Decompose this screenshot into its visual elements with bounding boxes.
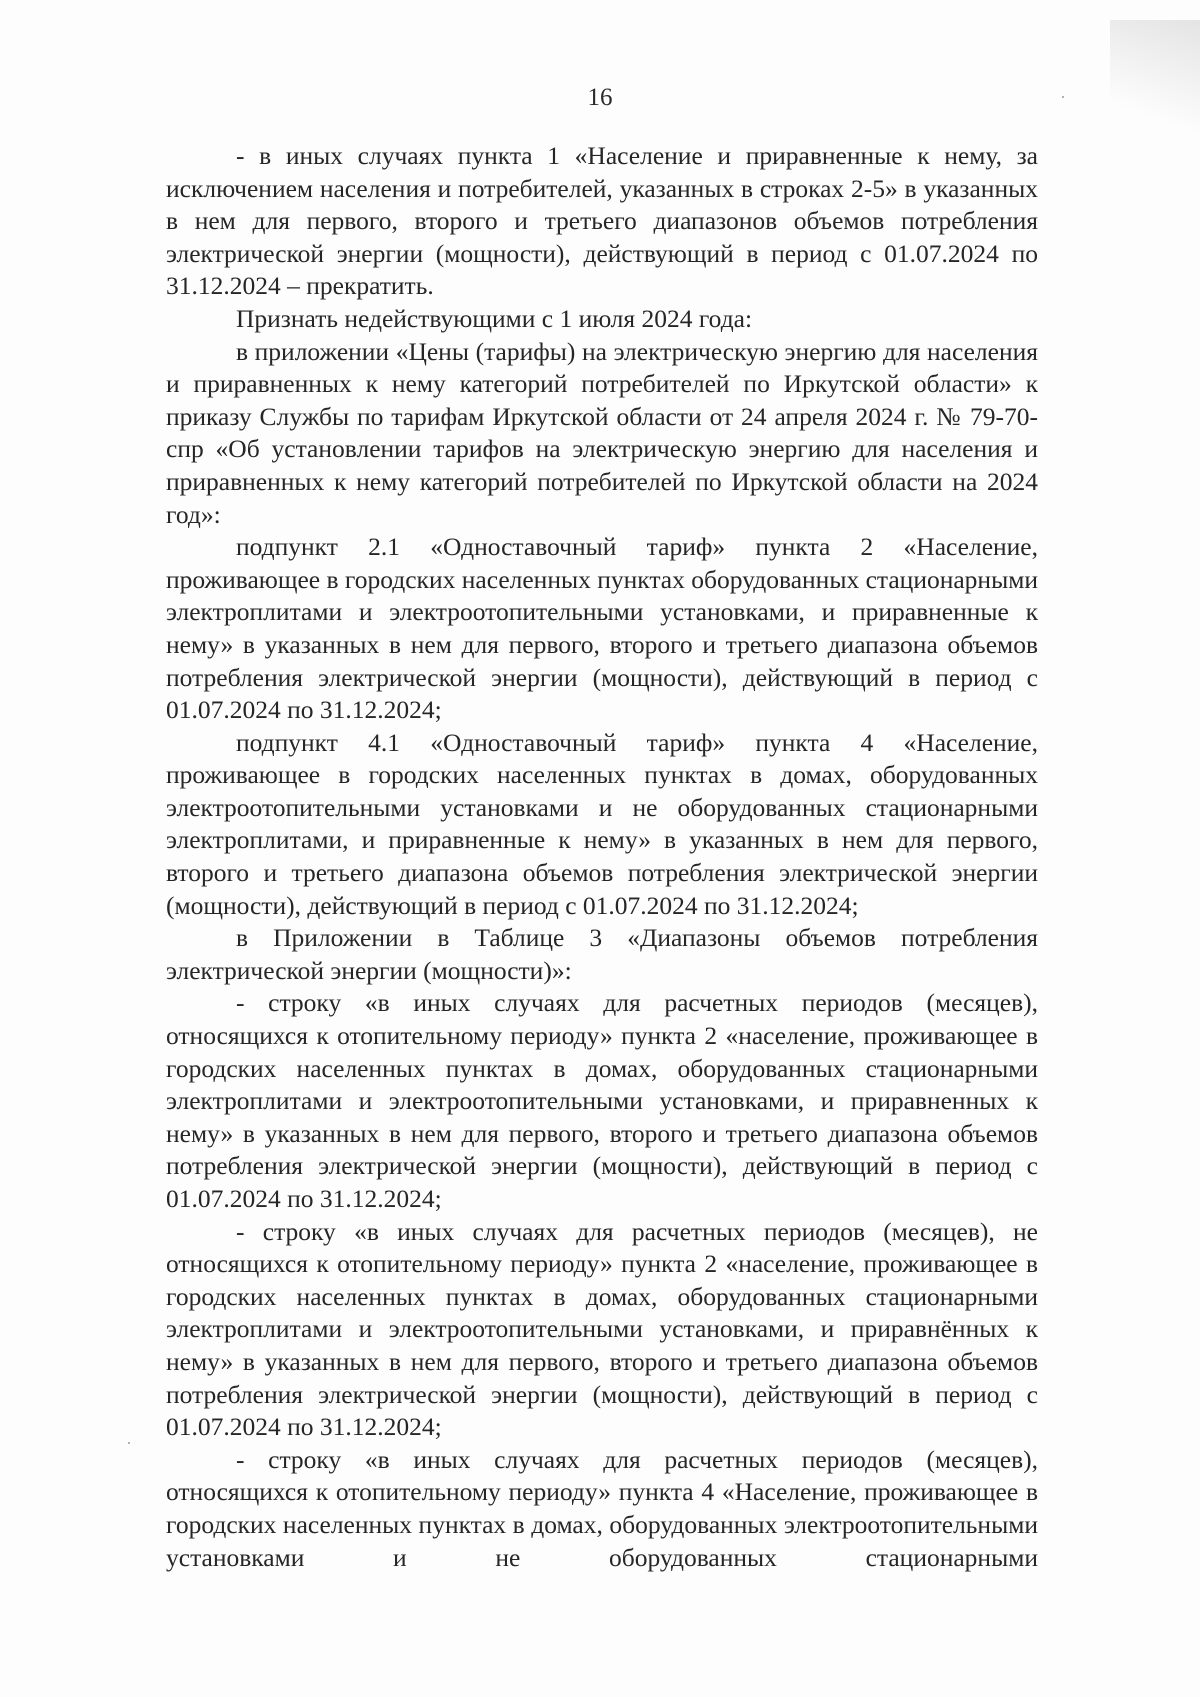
- scan-speck: [128, 1442, 130, 1444]
- paragraph-row-heating-period-item-2: - строку «в иных случаях для расчетных периодов (месяцев), относящихся к отопительному периоду» пункта 2 «население, проживающее в городских населенных пунктах в домах, оборудованных стационарными электроплитами и электроотопительными установками, и приравненных к нему» в указанных в нем для первого, второго и третьего диапазона объемов потребления электрической энергии (мощности), действующий в период с 01.07.2024 по 31.12.2024;: [166, 988, 1038, 1213]
- paragraph-row-non-heating-period-item-2: - строку «в иных случаях для расчетных периодов (месяцев), не относящихся к отопительному периоду» пункта 2 «население, проживающее в городских населенных пунктах в домах, оборудованных стационарными электроплитами и электроотопительными установками, и приравнённых к нему» в указанных в нем для первого, второго и третьего диапазона объемов потребления электрической энергии (мощности), действующий в период с 01.07.2024 по 31.12.2024;: [166, 1216, 1038, 1442]
- document-body: [166, 140, 1038, 1574]
- paragraph-terminate-clause: - в иных случаях пункта 1 «Население и приравненные к нему, за исключением населения и потребителей, указанных в строках 2-5» в указанных в нем для первого, второго и третьего диапазонов объемов потребления электрической энергии (мощности), действующий в период с 01.07.2024 по 31.12.2024 – прекратить.: [166, 141, 1038, 301]
- paragraph-table-3: в Приложении в Таблице 3 «Диапазоны объемов потребления электрической энергии (мощности)»:: [166, 923, 1038, 985]
- paragraph-appendix-prices: в приложении «Цены (тарифы) на электрическую энергию для населения и приравненных к нему категорий потребителей по Иркутской области» к приказу Службы по тарифам Иркутской области от 24 апреля 2024 г. № 79-70-спр «Об установлении тарифов на электрическую энергию для населения и приравненных к нему категорий потребителей по Иркутской области на 2024 год»:: [166, 336, 1038, 529]
- paragraph-row-heating-period-item-4: - строку «в иных случаях для расчетных периодов (месяцев), относящихся к отопительному периоду» пункта 4 «Население, проживающее в городских населенных пунктах в домах, оборудованных электроотопительными установками и не оборудованных стационарными: [166, 1444, 1038, 1572]
- paragraph-declare-invalid: Признать недействующими с 1 июля 2024 года:: [236, 303, 753, 333]
- paragraph-subclause-4-1: подпункт 4.1 «Одноставочный тариф» пункта 4 «Население, проживающее в городских населенных пунктах в домах, оборудованных электроотопительными установками и не оборудованных стационарными электроплитами, и приравненные к нему» в указанных в нем для первого, второго и третьего диапазона объемов потребления электрической энергии (мощности), действующий в период с 01.07.2024 по 31.12.2024;: [166, 727, 1038, 920]
- page-number: 16: [587, 84, 613, 111]
- paragraph-subclause-2-1: подпункт 2.1 «Одноставочный тариф» пункта 2 «Население, проживающее в городских населенных пунктах оборудованных стационарными электроплитами и электроотопительными установками, и приравненные к нему» в указанных в нем для первого, второго и третьего диапазона объемов потребления электрической энергии (мощности), действующий в период с 01.07.2024 по 31.12.2024;: [166, 532, 1038, 725]
